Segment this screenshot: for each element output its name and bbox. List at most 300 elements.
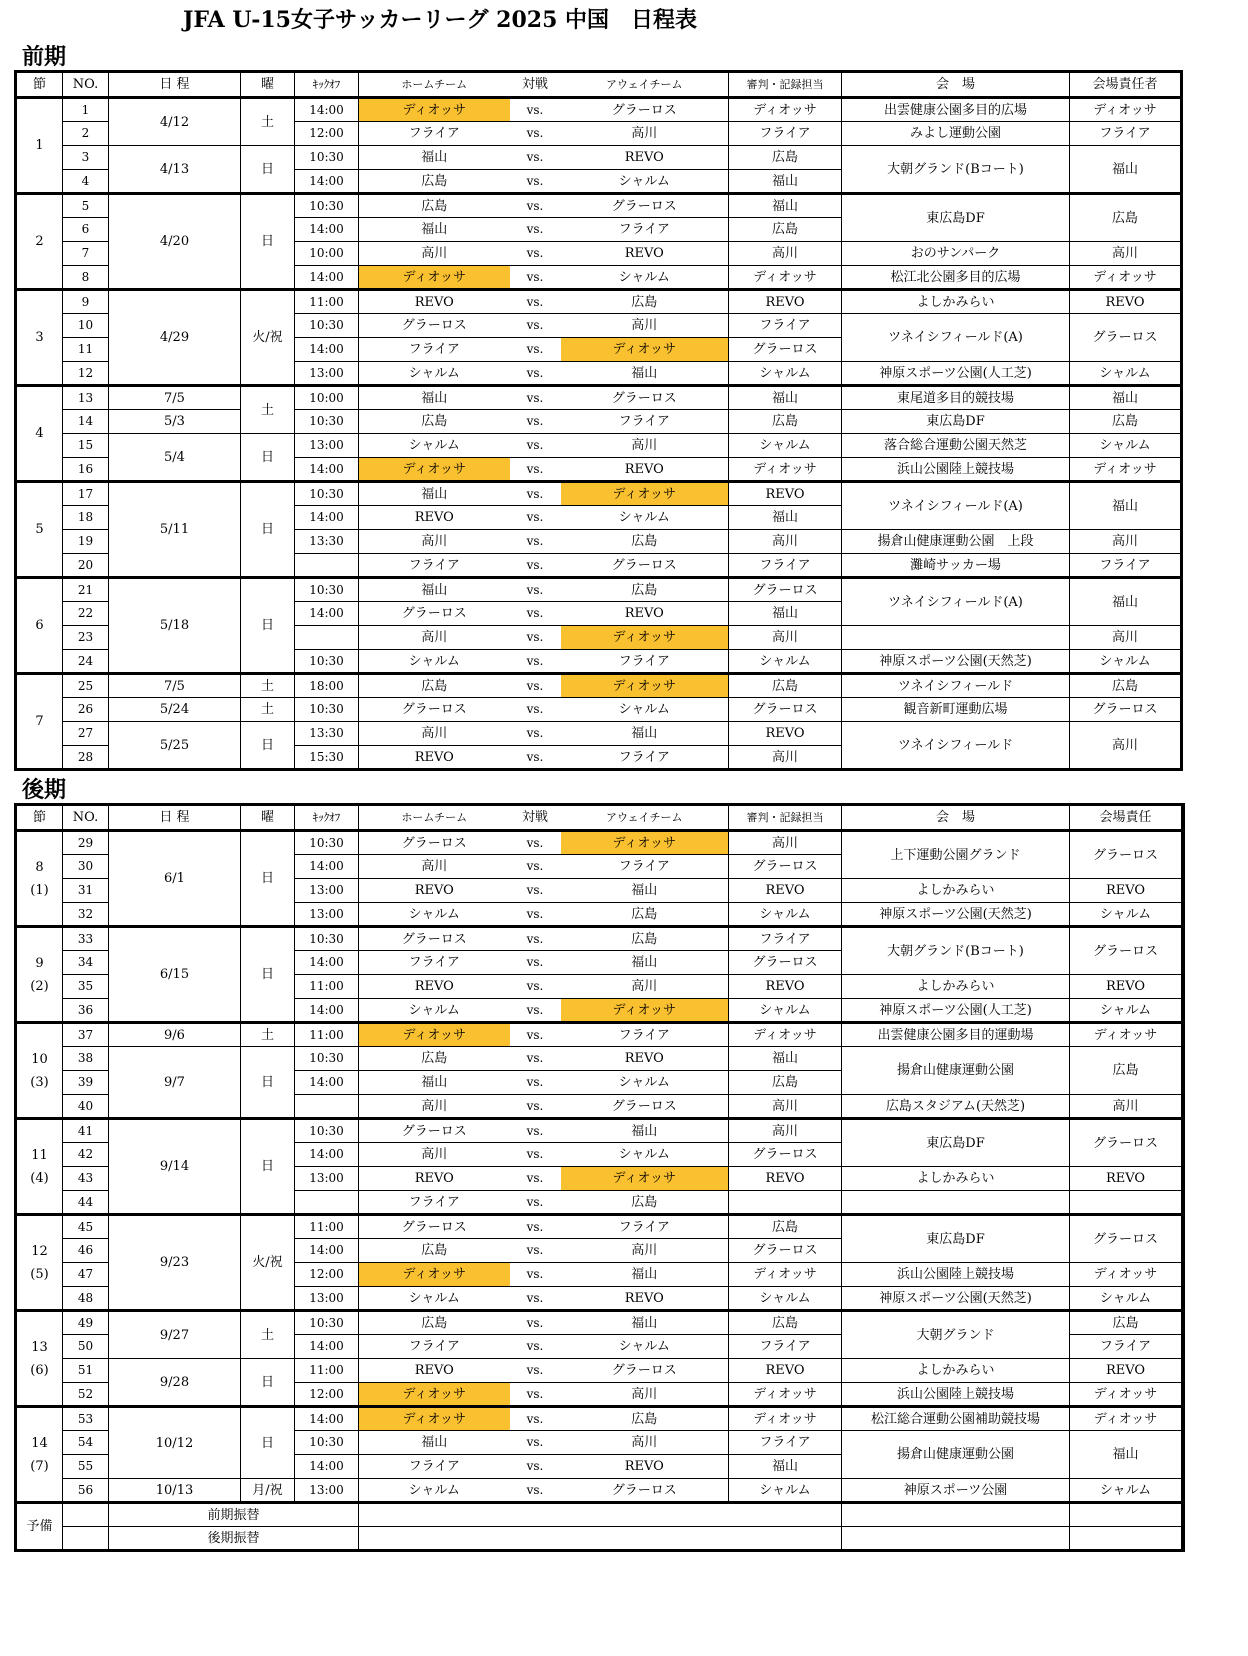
home-team: 広島: [359, 674, 510, 698]
versus-label: vs.: [510, 1335, 561, 1359]
venue: 神原スポーツ公園(人工芝): [842, 362, 1070, 386]
referee-team: フライア: [729, 122, 842, 146]
match-date: 5/25: [109, 722, 241, 770]
reserve-empty: [63, 1527, 109, 1551]
venue: 神原スポーツ公園(人工芝): [842, 999, 1070, 1023]
header-row: [16, 805, 1184, 831]
referee-team: ディオッサ: [729, 98, 842, 122]
match-row: [16, 1023, 1184, 1047]
home-team: フライア: [359, 1191, 510, 1215]
match-number: 49: [63, 1311, 109, 1335]
kickoff-time: 12:00: [295, 1383, 359, 1407]
match-date: 9/6: [109, 1023, 241, 1047]
match-number: 10: [63, 314, 109, 338]
kickoff-time: 10:00: [295, 242, 359, 266]
match-weekday: 土: [241, 386, 295, 434]
kickoff-time: 14:00: [295, 458, 359, 482]
match-row: [16, 674, 1182, 698]
kickoff-time: 14:00: [295, 951, 359, 975]
match-number: 6: [63, 218, 109, 242]
reserve-blank: [1070, 1527, 1182, 1551]
match-date: 6/15: [109, 927, 241, 1023]
venue-manager: 高川: [1070, 722, 1182, 770]
versus-label: vs.: [510, 602, 561, 626]
referee-team: [729, 1191, 842, 1215]
referee-team: 高川: [729, 242, 842, 266]
kickoff-time: 10:30: [295, 1431, 359, 1455]
match-number: 14: [63, 410, 109, 434]
referee-team: 福山: [729, 506, 842, 530]
section-label: 4: [35, 426, 44, 441]
match-weekday: 日: [241, 831, 295, 927]
venue-manager: [1070, 1191, 1182, 1215]
match-date: 9/28: [109, 1359, 241, 1407]
away-team: 広島: [561, 903, 729, 927]
versus-label: vs.: [510, 506, 561, 530]
kickoff-time: 14:00: [295, 1239, 359, 1263]
section-number: [16, 927, 63, 1023]
home-team: ディオッサ: [359, 1263, 510, 1287]
home-team: REVO: [359, 1359, 510, 1383]
versus-label: vs.: [510, 530, 561, 554]
referee-team: 広島: [729, 1311, 842, 1335]
versus-label: vs.: [510, 1407, 561, 1431]
referee-team: 福山: [729, 602, 842, 626]
match-weekday: 日: [241, 1359, 295, 1407]
section-number: [16, 1311, 63, 1407]
section-label: 11: [31, 1147, 48, 1163]
venue: 神原スポーツ公園: [842, 1479, 1070, 1503]
away-team: ディオッサ: [561, 1167, 729, 1191]
kickoff-time: 13:30: [295, 530, 359, 554]
match-date: 5/4: [109, 434, 241, 482]
versus-label: vs.: [510, 338, 561, 362]
home-team: 高川: [359, 1095, 510, 1119]
column-header-date: 日 程: [109, 72, 241, 98]
home-team: ディオッサ: [359, 458, 510, 482]
versus-label: vs.: [510, 1167, 561, 1191]
venue-manager: 高川: [1070, 626, 1182, 650]
referee-team: フライア: [729, 1335, 842, 1359]
away-team: 福山: [561, 879, 729, 903]
column-header-venue-manager: 会場責任: [1070, 805, 1182, 831]
referee-team: 広島: [729, 146, 842, 170]
match-row: [16, 146, 1182, 170]
column-header-referee: 審判・記録担当: [729, 72, 842, 98]
versus-label: vs.: [510, 1119, 561, 1143]
reserve-blank: [1070, 1503, 1182, 1527]
venue: ツネイシフィールド(A): [842, 578, 1070, 626]
away-team: グラーロス: [561, 386, 729, 410]
match-number: 31: [63, 879, 109, 903]
home-team: ディオッサ: [359, 1023, 510, 1047]
versus-label: vs.: [510, 746, 561, 770]
match-number: 7: [63, 242, 109, 266]
kickoff-time: 14:00: [295, 1143, 359, 1167]
versus-label: vs.: [510, 218, 561, 242]
versus-label: vs.: [510, 1287, 561, 1311]
versus-label: vs.: [510, 122, 561, 146]
venue-manager: ディオッサ: [1070, 1263, 1182, 1287]
venue-manager: シャルム: [1070, 362, 1182, 386]
referee-team: グラーロス: [729, 951, 842, 975]
home-team: グラーロス: [359, 698, 510, 722]
kickoff-time: 14:00: [295, 855, 359, 879]
away-team: フライア: [561, 1215, 729, 1239]
referee-team: グラーロス: [729, 338, 842, 362]
match-number: 40: [63, 1095, 109, 1119]
match-weekday: 火/祝: [241, 290, 295, 386]
away-team: REVO: [561, 1287, 729, 1311]
match-row: [16, 698, 1182, 722]
home-team: シャルム: [359, 362, 510, 386]
home-team: REVO: [359, 879, 510, 903]
versus-label: vs.: [510, 927, 561, 951]
home-team: 福山: [359, 1431, 510, 1455]
versus-label: vs.: [510, 1047, 561, 1071]
versus-label: vs.: [510, 1191, 561, 1215]
home-team: ディオッサ: [359, 266, 510, 290]
match-date: 4/13: [109, 146, 241, 194]
match-number: 51: [63, 1359, 109, 1383]
home-team: フライア: [359, 554, 510, 578]
away-team: フライア: [561, 650, 729, 674]
away-team: REVO: [561, 1455, 729, 1479]
venue: 東広島DF: [842, 410, 1070, 434]
venue-manager: ディオッサ: [1070, 1407, 1182, 1431]
venue: 神原スポーツ公園(天然芝): [842, 1287, 1070, 1311]
versus-label: vs.: [510, 903, 561, 927]
venue-manager: REVO: [1070, 975, 1182, 999]
section-label: 10: [31, 1051, 48, 1067]
away-team: 高川: [561, 122, 729, 146]
home-team: シャルム: [359, 434, 510, 458]
home-team: 広島: [359, 410, 510, 434]
match-date: 9/23: [109, 1215, 241, 1311]
venue: 揚倉山健康運動公園: [842, 1047, 1070, 1095]
venue: 出雲健康公園多目的広場: [842, 98, 1070, 122]
kickoff-time: 11:00: [295, 1359, 359, 1383]
match-date: 5/24: [109, 698, 241, 722]
referee-team: シャルム: [729, 362, 842, 386]
away-team: 広島: [561, 1191, 729, 1215]
home-team: ディオッサ: [359, 1407, 510, 1431]
referee-team: 広島: [729, 410, 842, 434]
referee-team: 福山: [729, 194, 842, 218]
home-team: 高川: [359, 855, 510, 879]
away-team: グラーロス: [561, 554, 729, 578]
away-team: 福山: [561, 1263, 729, 1287]
venue-manager: 広島: [1070, 1047, 1182, 1095]
kickoff-time: [295, 1095, 359, 1119]
versus-label: vs.: [510, 879, 561, 903]
versus-label: vs.: [510, 1479, 561, 1503]
versus-label: vs.: [510, 1263, 561, 1287]
venue-manager: グラーロス: [1070, 927, 1182, 975]
away-team: シャルム: [561, 506, 729, 530]
venue-manager: シャルム: [1070, 434, 1182, 458]
referee-team: 高川: [729, 626, 842, 650]
referee-team: REVO: [729, 879, 842, 903]
section-number: [16, 1119, 63, 1215]
away-team: 高川: [561, 434, 729, 458]
versus-label: vs.: [510, 434, 561, 458]
section-sub-label: (6): [30, 1362, 49, 1378]
reserve-first-half-label: 前期振替: [109, 1503, 359, 1527]
match-weekday: 日: [241, 1407, 295, 1479]
column-header-venue-manager: 会場責任者: [1070, 72, 1182, 98]
home-team: ディオッサ: [359, 98, 510, 122]
reserve-blank: [1182, 1503, 1184, 1527]
match-weekday: 火/祝: [241, 1215, 295, 1311]
column-header-kickoff: ｷｯｸｵﾌ: [295, 72, 359, 98]
venue: 松江北公園多目的広場: [842, 266, 1070, 290]
section-label: 12: [31, 1243, 48, 1259]
referee-team: グラーロス: [729, 698, 842, 722]
venue-manager: シャルム: [1070, 650, 1182, 674]
away-team: シャルム: [561, 1143, 729, 1167]
match-date: 5/18: [109, 578, 241, 674]
match-date: 7/5: [109, 674, 241, 698]
column-header-section: 節: [16, 72, 63, 98]
venue: おのサンパーク: [842, 242, 1070, 266]
kickoff-time: 14:00: [295, 1071, 359, 1095]
versus-label: vs.: [510, 951, 561, 975]
match-date: 9/27: [109, 1311, 241, 1359]
venue: 浜山公園陸上競技場: [842, 1263, 1070, 1287]
home-team: シャルム: [359, 903, 510, 927]
versus-label: vs.: [510, 626, 561, 650]
match-row: [16, 290, 1182, 314]
versus-label: vs.: [510, 1455, 561, 1479]
venue-manager: 高川: [1070, 530, 1182, 554]
venue: よしかみらい: [842, 1167, 1070, 1191]
match-weekday: 土: [241, 674, 295, 698]
venue: 揚倉山健康運動公園 上段: [842, 530, 1070, 554]
away-team: シャルム: [561, 266, 729, 290]
column-header-weekday: 曜: [241, 72, 295, 98]
kickoff-time: 14:00: [295, 602, 359, 626]
match-row: [16, 98, 1182, 122]
match-number: 23: [63, 626, 109, 650]
venue-manager: REVO: [1070, 1359, 1182, 1383]
kickoff-time: [295, 626, 359, 650]
versus-label: vs.: [510, 975, 561, 999]
match-number: 41: [63, 1119, 109, 1143]
venue-manager: 広島: [1070, 194, 1182, 242]
match-number: 20: [63, 554, 109, 578]
venue-manager: 福山: [1070, 578, 1182, 626]
away-team: ディオッサ: [561, 674, 729, 698]
section-number: [16, 831, 63, 927]
home-team: シャルム: [359, 1287, 510, 1311]
match-number: 16: [63, 458, 109, 482]
referee-team: ディオッサ: [729, 1263, 842, 1287]
referee-team: 高川: [729, 1119, 842, 1143]
venue-manager: 広島: [1070, 410, 1182, 434]
away-team: REVO: [561, 602, 729, 626]
kickoff-time: 10:00: [295, 386, 359, 410]
column-header-number: NO.: [63, 72, 109, 98]
home-team: 高川: [359, 1143, 510, 1167]
home-team: 高川: [359, 722, 510, 746]
home-team: シャルム: [359, 650, 510, 674]
match-number: 43: [63, 1167, 109, 1191]
venue-manager: REVO: [1070, 879, 1182, 903]
venue-manager: 福山: [1070, 482, 1182, 530]
away-team: ディオッサ: [561, 338, 729, 362]
venue: 灘崎サッカー場: [842, 554, 1070, 578]
section-number: [16, 1215, 63, 1311]
first-half-heading: 前期: [22, 44, 67, 70]
match-number: 4: [63, 170, 109, 194]
match-row: [16, 1119, 1184, 1143]
referee-team: REVO: [729, 482, 842, 506]
section-number: [16, 1023, 63, 1119]
home-team: REVO: [359, 746, 510, 770]
referee-team: REVO: [729, 722, 842, 746]
versus-label: vs.: [510, 855, 561, 879]
column-header-date: 日 程: [109, 805, 241, 831]
section-label: 5: [35, 522, 44, 537]
kickoff-time: 13:30: [295, 722, 359, 746]
match-number: 38: [63, 1047, 109, 1071]
match-number: 47: [63, 1263, 109, 1287]
kickoff-time: 12:00: [295, 122, 359, 146]
home-team: フライア: [359, 951, 510, 975]
away-team: シャルム: [561, 698, 729, 722]
versus-label: vs.: [510, 831, 561, 855]
referee-team: 広島: [729, 218, 842, 242]
match-number: 45: [63, 1215, 109, 1239]
away-team: REVO: [561, 146, 729, 170]
venue-manager: ディオッサ: [1070, 1023, 1182, 1047]
home-team: グラーロス: [359, 831, 510, 855]
away-team: フライア: [561, 218, 729, 242]
versus-label: vs.: [510, 1023, 561, 1047]
venue: 東広島DF: [842, 1215, 1070, 1263]
venue: よしかみらい: [842, 1359, 1070, 1383]
section-number: [16, 674, 63, 770]
reserve-empty: [63, 1503, 109, 1527]
section-label: 8: [35, 859, 44, 875]
venue: 東広島DF: [842, 194, 1070, 242]
versus-label: vs.: [510, 722, 561, 746]
away-team: 福山: [561, 1119, 729, 1143]
venue: ツネイシフィールド: [842, 722, 1070, 770]
reserve-row: [16, 1527, 1184, 1551]
venue-manager: 福山: [1070, 146, 1182, 194]
referee-team: 高川: [729, 530, 842, 554]
reserve-label: 予備: [16, 1503, 63, 1551]
away-team: 広島: [561, 927, 729, 951]
kickoff-time: 14:00: [295, 218, 359, 242]
versus-label: vs.: [510, 194, 561, 218]
section-sub-label: (4): [30, 1170, 49, 1186]
match-number: 21: [63, 578, 109, 602]
home-team: グラーロス: [359, 1215, 510, 1239]
section-label: 13: [31, 1339, 48, 1355]
column-header-venue: 会 場: [842, 805, 1070, 831]
versus-label: vs.: [510, 674, 561, 698]
match-row: [16, 434, 1182, 458]
match-row: [16, 722, 1182, 746]
referee-team: フライア: [729, 314, 842, 338]
match-row: [16, 578, 1182, 602]
venue-manager: シャルム: [1070, 903, 1182, 927]
away-team: 高川: [561, 975, 729, 999]
match-number: 2: [63, 122, 109, 146]
match-date: 4/12: [109, 98, 241, 146]
match-number: 26: [63, 698, 109, 722]
venue: 東尾道多目的競技場: [842, 386, 1070, 410]
referee-team: シャルム: [729, 650, 842, 674]
kickoff-time: 10:30: [295, 314, 359, 338]
column-header-venue: 会 場: [842, 72, 1070, 98]
venue-manager: シャルム: [1070, 1479, 1182, 1503]
versus-label: vs.: [510, 362, 561, 386]
away-team: 福山: [561, 362, 729, 386]
match-date: 10/12: [109, 1407, 241, 1479]
away-team: 高川: [561, 314, 729, 338]
versus-label: vs.: [510, 1431, 561, 1455]
kickoff-time: 10:30: [295, 650, 359, 674]
match-weekday: 日: [241, 927, 295, 1023]
column-header-number: NO.: [63, 805, 109, 831]
away-team: 広島: [561, 290, 729, 314]
section-sub-label: (3): [30, 1074, 49, 1090]
referee-team: 福山: [729, 386, 842, 410]
match-number: 1: [63, 98, 109, 122]
venue-manager: シャルム: [1070, 999, 1182, 1023]
venue: 揚倉山健康運動公園: [842, 1431, 1070, 1479]
referee-team: 高川: [729, 746, 842, 770]
referee-team: グラーロス: [729, 1239, 842, 1263]
referee-team: シャルム: [729, 434, 842, 458]
match-date: 5/11: [109, 482, 241, 578]
referee-team: シャルム: [729, 999, 842, 1023]
kickoff-time: 13:00: [295, 879, 359, 903]
match-number: 54: [63, 1431, 109, 1455]
kickoff-time: 14:00: [295, 170, 359, 194]
match-number: 5: [63, 194, 109, 218]
kickoff-time: 14:00: [295, 266, 359, 290]
kickoff-time: 13:00: [295, 1479, 359, 1503]
away-team: 高川: [561, 1383, 729, 1407]
away-team: シャルム: [561, 1071, 729, 1095]
match-number: 52: [63, 1383, 109, 1407]
home-team: 高川: [359, 530, 510, 554]
kickoff-time: 10:30: [295, 927, 359, 951]
venue-manager: REVO: [1070, 1167, 1182, 1191]
referee-team: グラーロス: [729, 1143, 842, 1167]
versus-label: vs.: [510, 1383, 561, 1407]
kickoff-time: 11:00: [295, 1023, 359, 1047]
kickoff-time: 10:30: [295, 698, 359, 722]
section-sub-label: (1): [30, 882, 49, 898]
away-team: 高川: [561, 1431, 729, 1455]
referee-team: REVO: [729, 975, 842, 999]
referee-team: 高川: [729, 831, 842, 855]
away-team: ディオッサ: [561, 482, 729, 506]
section-label: 2: [35, 234, 44, 249]
versus-label: vs.: [510, 1359, 561, 1383]
match-weekday: 日: [241, 146, 295, 194]
kickoff-time: 14:00: [295, 1455, 359, 1479]
kickoff-time: 13:00: [295, 1287, 359, 1311]
match-date: 4/29: [109, 290, 241, 386]
home-team: 福山: [359, 482, 510, 506]
